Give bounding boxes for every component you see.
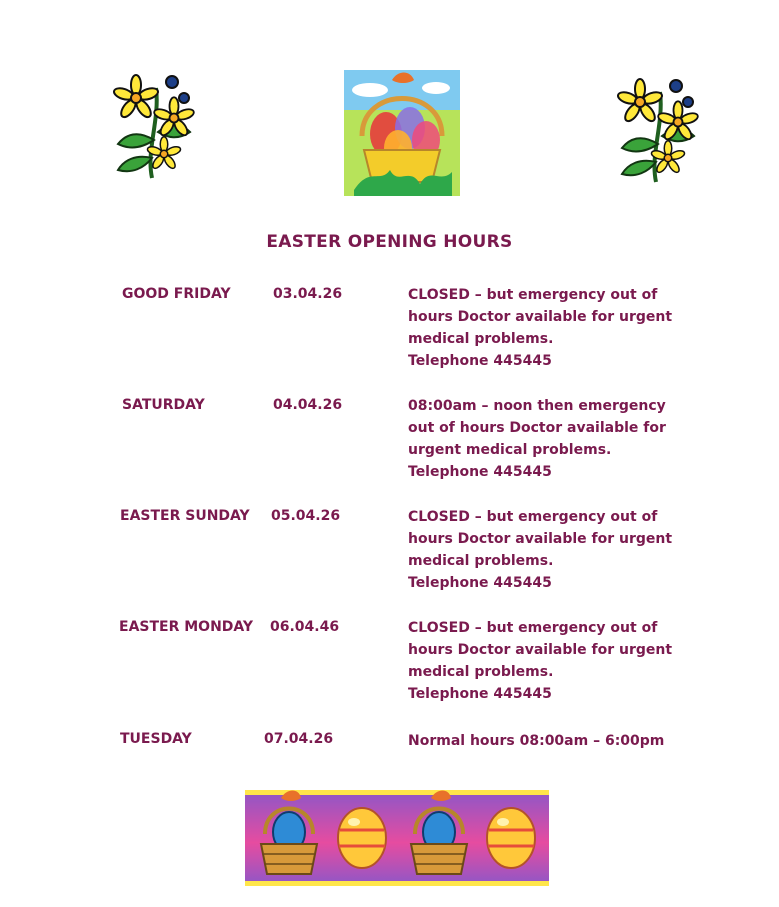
description-line: medical problems.: [408, 553, 554, 569]
date-label: 06.04.46: [270, 619, 340, 635]
hours-description: [408, 730, 678, 752]
date-label: 03.04.26: [273, 286, 343, 302]
day-label: EASTER SUNDAY: [120, 508, 250, 524]
description-line: hours Doctor available for urgent: [408, 309, 673, 325]
description-line: hours Doctor available for urgent: [408, 531, 673, 547]
description-line: hours Doctor available for urgent: [408, 642, 673, 658]
flower-left-icon: [108, 70, 204, 182]
date-label: 07.04.26: [264, 731, 334, 747]
description-line: medical problems.: [408, 331, 554, 347]
day-label: TUESDAY: [120, 731, 192, 747]
phone-number: Telephone 445445: [408, 686, 552, 702]
description-line: CLOSED – but emergency out of: [408, 620, 658, 636]
day-label: SATURDAY: [122, 397, 205, 413]
description-line: urgent medical problems.: [408, 442, 612, 458]
page-title: EASTER OPENING HOURS: [266, 232, 513, 252]
phone-number: Telephone 445445: [408, 353, 552, 369]
easter-eggs-banner-icon: [245, 790, 549, 886]
flower-right-icon: [612, 74, 708, 186]
hours-description: [408, 284, 678, 372]
day-label: GOOD FRIDAY: [122, 286, 231, 302]
phone-number: Telephone 445445: [408, 575, 552, 591]
hours-description: [408, 395, 678, 483]
description-line: CLOSED – but emergency out of: [408, 287, 658, 303]
hours-description: [408, 617, 678, 705]
day-label: EASTER MONDAY: [119, 619, 254, 635]
date-label: 05.04.26: [271, 508, 341, 524]
description-line: medical problems.: [408, 664, 554, 680]
easter-basket-icon: [340, 66, 464, 200]
date-label: 04.04.26: [273, 397, 343, 413]
phone-number: Telephone 445445: [408, 464, 552, 480]
description-line: CLOSED – but emergency out of: [408, 509, 658, 525]
hours-description: [408, 506, 678, 594]
description-line: 08:00am – noon then emergency: [408, 398, 666, 414]
description-line: out of hours Doctor available for: [408, 420, 666, 436]
description-line: Normal hours 08:00am – 6:00pm: [408, 733, 665, 749]
